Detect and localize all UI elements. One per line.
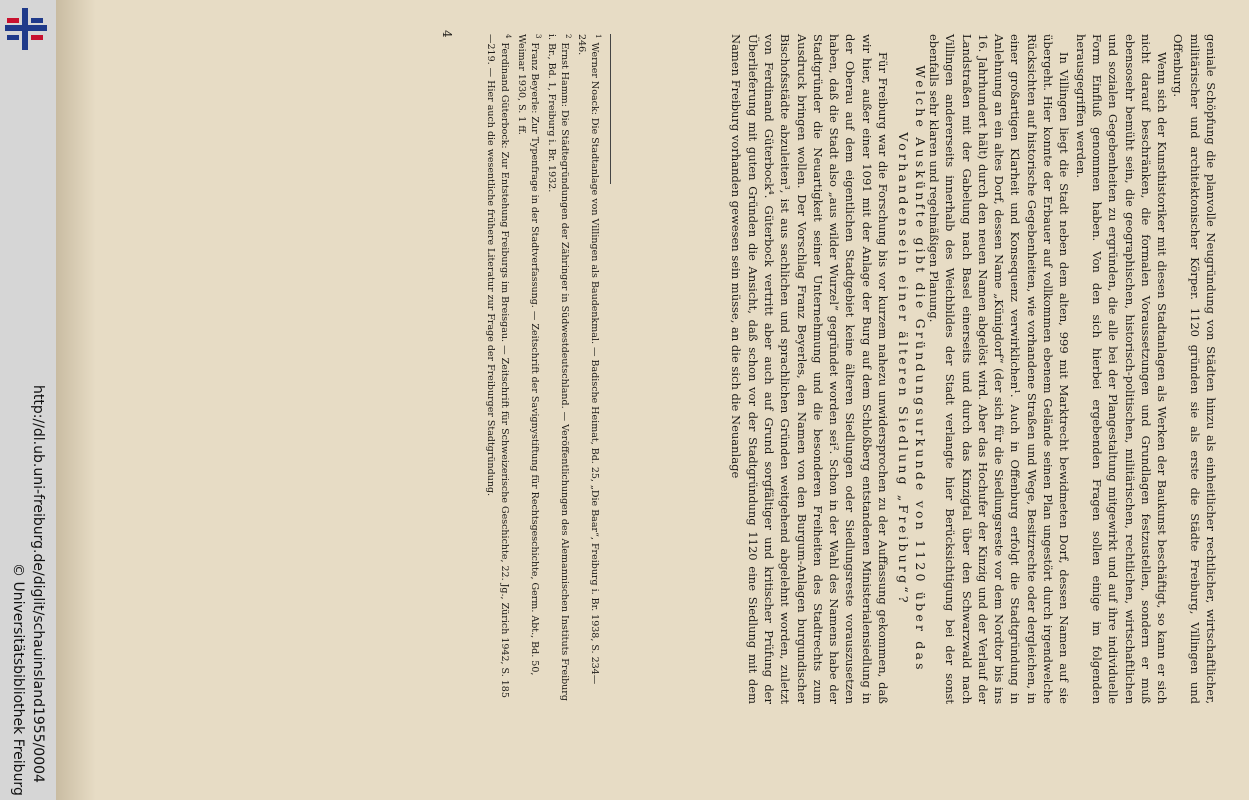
intro-text [926, 34, 1219, 704]
footnote-number: 2 [563, 34, 572, 39]
footnote-text: Ferdinand Güterbock: Zur Entstehung Freiburgs im Breisgau. — Zeitschrift für Schweizerische Geschichte, 22. Jg., Zürich 1942, S. 185—219. — Hier auch die wesentliche frühere Literatur zur Frage der Freiburger Stadtgründung. [485, 34, 510, 698]
footnote-number: 4 [503, 34, 512, 39]
paragraph: In Villingen liegt die Stadt neben dem alten, 999 mit Marktrecht bewidmeten Dorf, dessen Namen auf sie übergeht. Hier konnte der Erbauer auf vollkommen ebenem Gelände seinen Plan ungestört durch irgendwelche Rücksichten auf historische Gegebenheiten, wie vorhandene Straßen und Wege, Besitzrechte oder dergleichen, in einer großartigen Klarheit und Konsequenz verwirklichen¹. Auch in Offenburg erfolgt die Stadtgründung in Anlehnung an ein altes Dorf, dessen Name „Künigdorf“ (der sich für die Siedlungsreste vor dem Nordtor bis ins 16. Jahrhundert hält) durch den neuen Namen abgelöst wird. Aber das Hochufer der Kinzig und der Verlauf der Landstraßen mit der Gabelung nach Basel einerseits und durch das Kinzigtal über den Schwarzwald nach Villingen andererseits innerhalb des Weichbildes der Stadt verlangte hier Berücksichtigung bei der sonst ebenfalls sehr klaren und regelmäßigen Planung. [926, 34, 1072, 704]
footnote-text: Werner Noack: Die Stadtanlage von Villingen als Baudenkmal. — Badische Heimat, Bd. 25, „Die Baar“, Freiburg i. Br. 1938, S. 234—246. [575, 34, 600, 685]
ub-freiburg-logo-icon [5, 8, 47, 50]
paragraph: geniale Schöpfung die planvolle Neugründung von Städten hinzu als einheitlicher rechtlicher, wirtschaftlicher, militärischer und architektonischer Körper. 1120 gründen sie als erste die Städte Freiburg, Villingen und Offenburg. [1171, 34, 1218, 704]
footnote-text: Ernst Hamm: Die Städtegründungen der Zähringer in Südwestdeutschland. — Veröffentlichungen des Alemannischen Instituts Freiburg i. Br., Bd. 1, Freiburg i. Br. 1932. [545, 34, 570, 701]
footnote [545, 34, 574, 704]
section-heading: Welche Auskünfte gibt die Gründungsurkunde von 1120 über das Vorhandensein einer älteren Siedlung „Freiburg“? [896, 65, 928, 673]
viewer-sidebar [0, 0, 56, 800]
page-number: 4 [440, 30, 454, 38]
footnote-divider [610, 34, 611, 184]
copyright-notice: © Universitätsbibliothek Freiburg [10, 563, 26, 796]
footnote [515, 34, 544, 704]
footnotes [483, 34, 604, 704]
footnote-number: 3 [533, 34, 542, 39]
paragraph: Für Freiburg war die Forschung bis vor kurzem nahezu unwidersprochen zu der Auffassung gekommen, daß wir hier, außer einer 1091 mit der Anlage der Burg auf dem Schloßberg entstandenen Ministerialensiedlung in der Oberau auf dem eigentlichen Stadtgebiet keine älteren Siedlungen oder Siedlungsreste vorauszusetzen haben, daß die Stadt also „aus wilder Wurzel“ gegründet worden sei². Schon in der Wahl des Namens habe der Stadtgründer die Neuartigkeit seiner Unternehmung und die besonderen Freiheiten des Stadtrechts zum Ausdruck bringen wollen. Der Vorschlag Franz Beyerles, den Namen von den Burgum-Anlagen burgundischer Bischofsstädte abzuleiten³, ist aus sachlichen und sprachlichen Gründen weitgehend abgelehnt worden, zuletzt von Ferdinand Güterbock⁴. Güterbock vertritt aber auch auf Grund sorgfältiger und kritischer Prüfung der Überlieferung mit guten Gründen die Ansicht, daß schon vor der Stadtgründung 1120 eine Siedlung mit dem Namen Freiburg vorhanden gewesen sein müsse, an die sich die Neuanlage [729, 34, 890, 704]
footnote [575, 34, 604, 704]
rotated-text-frame [56, 0, 1249, 770]
scanned-page [56, 0, 1249, 800]
footnote [484, 34, 513, 704]
footnote-text: Franz Beyerle: Zur Typenfrage in der Stadtverfassung. — Zeitschrift der Savignystiftung für Rechtsgeschichte, Germ. Abt., Bd. 50, Weimar 1930, S. 1 ff. [515, 34, 540, 676]
section-body [728, 34, 891, 704]
footnote-number: 1 [594, 34, 602, 39]
paragraph: Wenn sich der Kunsthistoriker mit diesen Stadtanlagen als Werken der Baukunst beschäftigt, so kann er sich nicht darauf beschränken, die formalen Voraussetzungen und Grundlagen festzustellen, sondern er muß ebensosehr bemüht sein, die geographischen, historisch-politischen, militärischen, rechtlichen, wirtschaftlichen und sozialen Gegebenheiten zu ergründen, die alle bei der Plangestaltung mitgewirkt und auf ihre individuelle Form Einfluß genommen haben. Von den sich hierbei ergebenden Fragen sollen einige im folgenden herausgegriffen werden. [1073, 34, 1170, 704]
source-url-link[interactable]: http://dl.ub.uni-freiburg.de/diglit/schauinsland1955/0004 [30, 385, 46, 783]
